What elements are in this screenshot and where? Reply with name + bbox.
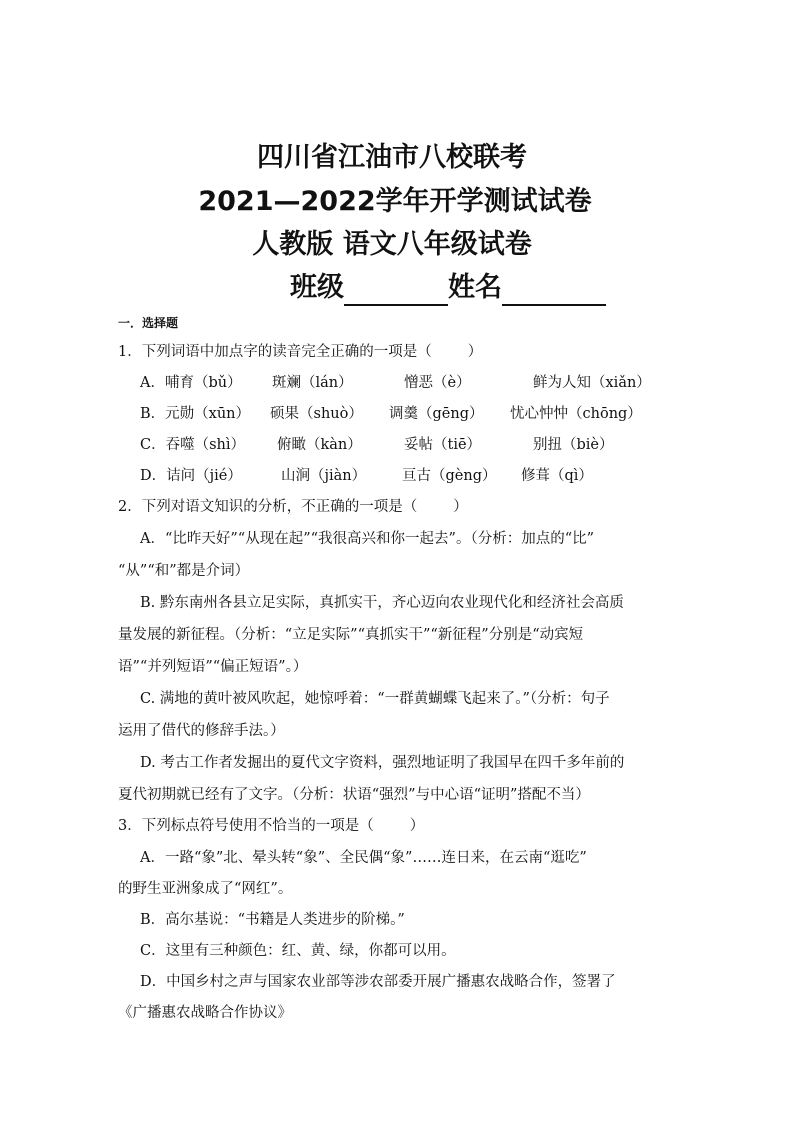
- name-blank: [502, 276, 606, 306]
- q2-option-b-line1: B. 黔东南州各县立足实际，真抓实干，齐心迈向农业现代化和经济社会高质: [140, 595, 624, 611]
- q1-option-c1: C．吞噬（shì）: [140, 437, 246, 453]
- q2-stem: 2．下列对语文知识的分析，不正确的一项是（ ）: [118, 499, 468, 515]
- q1-option-c4: 别扭（biè）: [533, 437, 614, 453]
- q3-option-a-line2: 的野生亚洲象成了“网红”。: [118, 881, 293, 897]
- q1-option-b1: B．元勋（xūn）: [140, 406, 251, 422]
- q1-option-a1: A．哺育（bǔ）: [140, 375, 242, 391]
- q3-stem: 3．下列标点符号使用不恰当的一项是（ ）: [118, 818, 425, 834]
- q3-option-d-line1: D．中国乡村之声与国家农业部等涉农部委开展广播惠农战略合作，签署了: [140, 974, 616, 990]
- q1-option-d3: 亘古（gèng）: [402, 468, 497, 484]
- class-label: 班级: [290, 272, 344, 303]
- q2-option-d-line1: D. 考古工作者发掘出的夏代文字资料，强烈地证明了我国早在四千多年前的: [140, 755, 625, 771]
- q2-option-b-line2: 量发展的新征程。（分析：“立足实际”“真抓实干”“新征程”分别是“动宾短: [118, 627, 584, 643]
- q3-option-c: C．这里有三种颜色：红、黄、绿，你都可以用。: [140, 943, 456, 959]
- q1-option-d2: 山涧（jiàn）: [281, 468, 367, 484]
- exam-title-region: 四川省江油市八校联考: [257, 142, 527, 173]
- exam-title-year: 2021—2022学年开学测试试卷: [198, 186, 592, 217]
- q1-option-c2: 俯瞰（kàn）: [277, 437, 362, 453]
- q1-option-a3: 憎恶（è）: [404, 375, 471, 391]
- q1-option-b2: 硕果（shuò）: [270, 406, 363, 422]
- class-blank: [344, 276, 448, 306]
- q1-option-b4: 忧心忡忡（chōng）: [510, 406, 642, 422]
- q1-option-c3: 妥帖（tiē）: [404, 437, 482, 453]
- q2-option-c-line2: 运用了借代的修辞手法。）: [118, 723, 285, 739]
- q1-stem: 1．下列词语中加点字的读音完全正确的一项是（ ）: [118, 344, 483, 360]
- q1-option-a2: 斑斓（lán）: [272, 375, 353, 391]
- q3-option-b: B．高尔基说：“书籍是人类进步的阶梯。”: [140, 912, 405, 928]
- q2-option-d-line2: 夏代初期就已经有了文字。（分析：状语“强烈”与中心语“证明”搭配不当）: [118, 787, 590, 803]
- q3-option-d-line2: 《广播惠农战略合作协议》: [118, 1005, 292, 1021]
- q1-option-b3: 调羹（gēng）: [389, 406, 484, 422]
- q2-option-a-line2: “从”“和”都是介词）: [118, 563, 250, 579]
- q2-option-a-line1: A．“比昨天好”“从现在起”“我很高兴和你一起去”。（分析：加点的“比”: [140, 531, 595, 547]
- q3-option-a-line1: A．一路“象”北、晕头转“象”、全民偶“象”……连日来，在云南“逛吃”: [140, 850, 587, 866]
- q1-option-d1: D．诘问（jié）: [140, 468, 242, 484]
- q2-option-c-line1: C. 满地的黄叶被风吹起，她惊呼着：“一群黄蝴蝶飞起来了。”（分析：句子: [140, 691, 610, 707]
- student-info-line: [290, 270, 606, 306]
- exam-title-subject: 人教版 语文八年级试卷: [252, 229, 532, 260]
- section-title: 一．选择题: [118, 316, 179, 330]
- q2-option-b-line3: 语”“并列短语”“偏正短语”。）: [118, 659, 308, 675]
- q1-option-d4: 修葺（qì）: [521, 468, 593, 484]
- q1-option-a4: 鲜为人知（xiǎn）: [533, 375, 651, 391]
- name-label: 姓名: [448, 272, 502, 303]
